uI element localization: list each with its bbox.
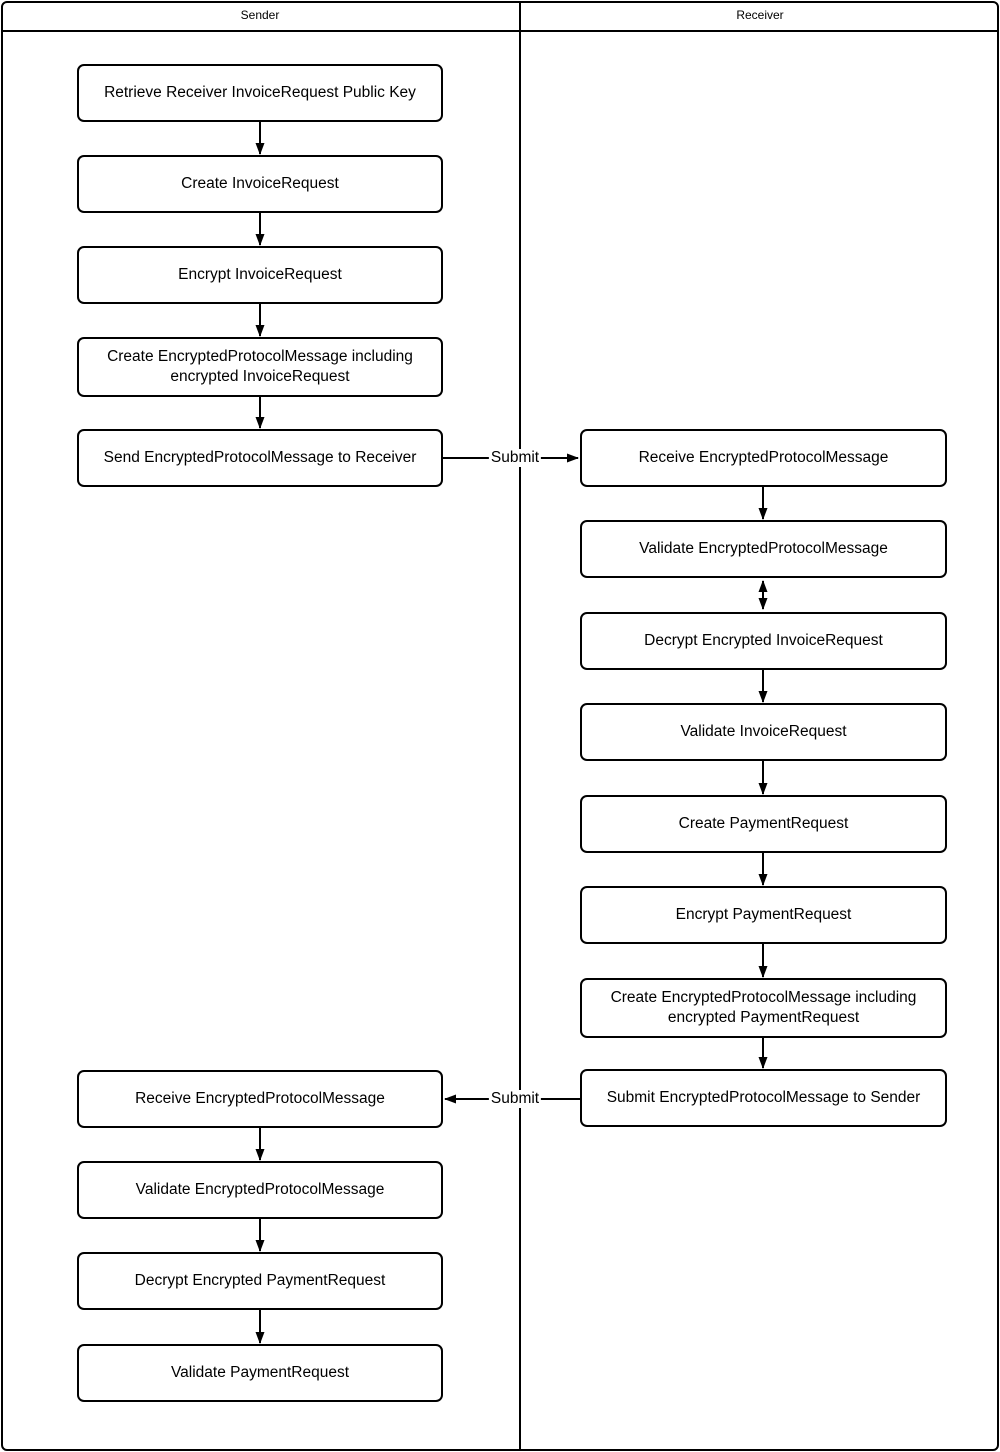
- node-validate-paymentrequest: Validate PaymentRequest: [77, 1344, 443, 1402]
- node-decrypt-encrypted-invoicerequest: Decrypt Encrypted InvoiceRequest: [580, 612, 947, 670]
- lane-title-receiver: Receiver: [736, 8, 784, 22]
- node-encrypt-invoicerequest: Encrypt InvoiceRequest: [77, 246, 443, 304]
- edge-label-submit-to-sender: Submit: [490, 1090, 540, 1107]
- edge-label-submit-to-receiver: Submit: [490, 449, 540, 466]
- node-create-paymentrequest: Create PaymentRequest: [580, 795, 947, 853]
- node-decrypt-encrypted-paymentrequest: Decrypt Encrypted PaymentRequest: [77, 1252, 443, 1310]
- node-create-encryptedprotocolmessage-paymentrequest: Create EncryptedProtocolMessage including encrypted PaymentRequest: [580, 978, 947, 1038]
- node-validate-invoicerequest: Validate InvoiceRequest: [580, 703, 947, 761]
- node-receiver-validate-encryptedprotocolmessage: Validate EncryptedProtocolMessage: [580, 520, 947, 578]
- node-receiver-receive-encryptedprotocolmessage: Receive EncryptedProtocolMessage: [580, 429, 947, 487]
- node-sender-validate-encryptedprotocolmessage: Validate EncryptedProtocolMessage: [77, 1161, 443, 1219]
- node-send-encryptedprotocolmessage-to-receiver: Send EncryptedProtocolMessage to Receiver: [77, 429, 443, 487]
- node-sender-receive-encryptedprotocolmessage: Receive EncryptedProtocolMessage: [77, 1070, 443, 1128]
- node-encrypt-paymentrequest: Encrypt PaymentRequest: [580, 886, 947, 944]
- lane-divider: [519, 1, 521, 1450]
- node-create-encryptedprotocolmessage-invoicerequest: Create EncryptedProtocolMessage including encrypted InvoiceRequest: [77, 337, 443, 397]
- node-submit-encryptedprotocolmessage-to-sender: Submit EncryptedProtocolMessage to Sender: [580, 1069, 947, 1127]
- node-retrieve-receiver-invoicerequest-public-key: Retrieve Receiver InvoiceRequest Public Key: [77, 64, 443, 122]
- node-create-invoicerequest: Create InvoiceRequest: [77, 155, 443, 213]
- lane-title-sender: Sender: [240, 8, 280, 22]
